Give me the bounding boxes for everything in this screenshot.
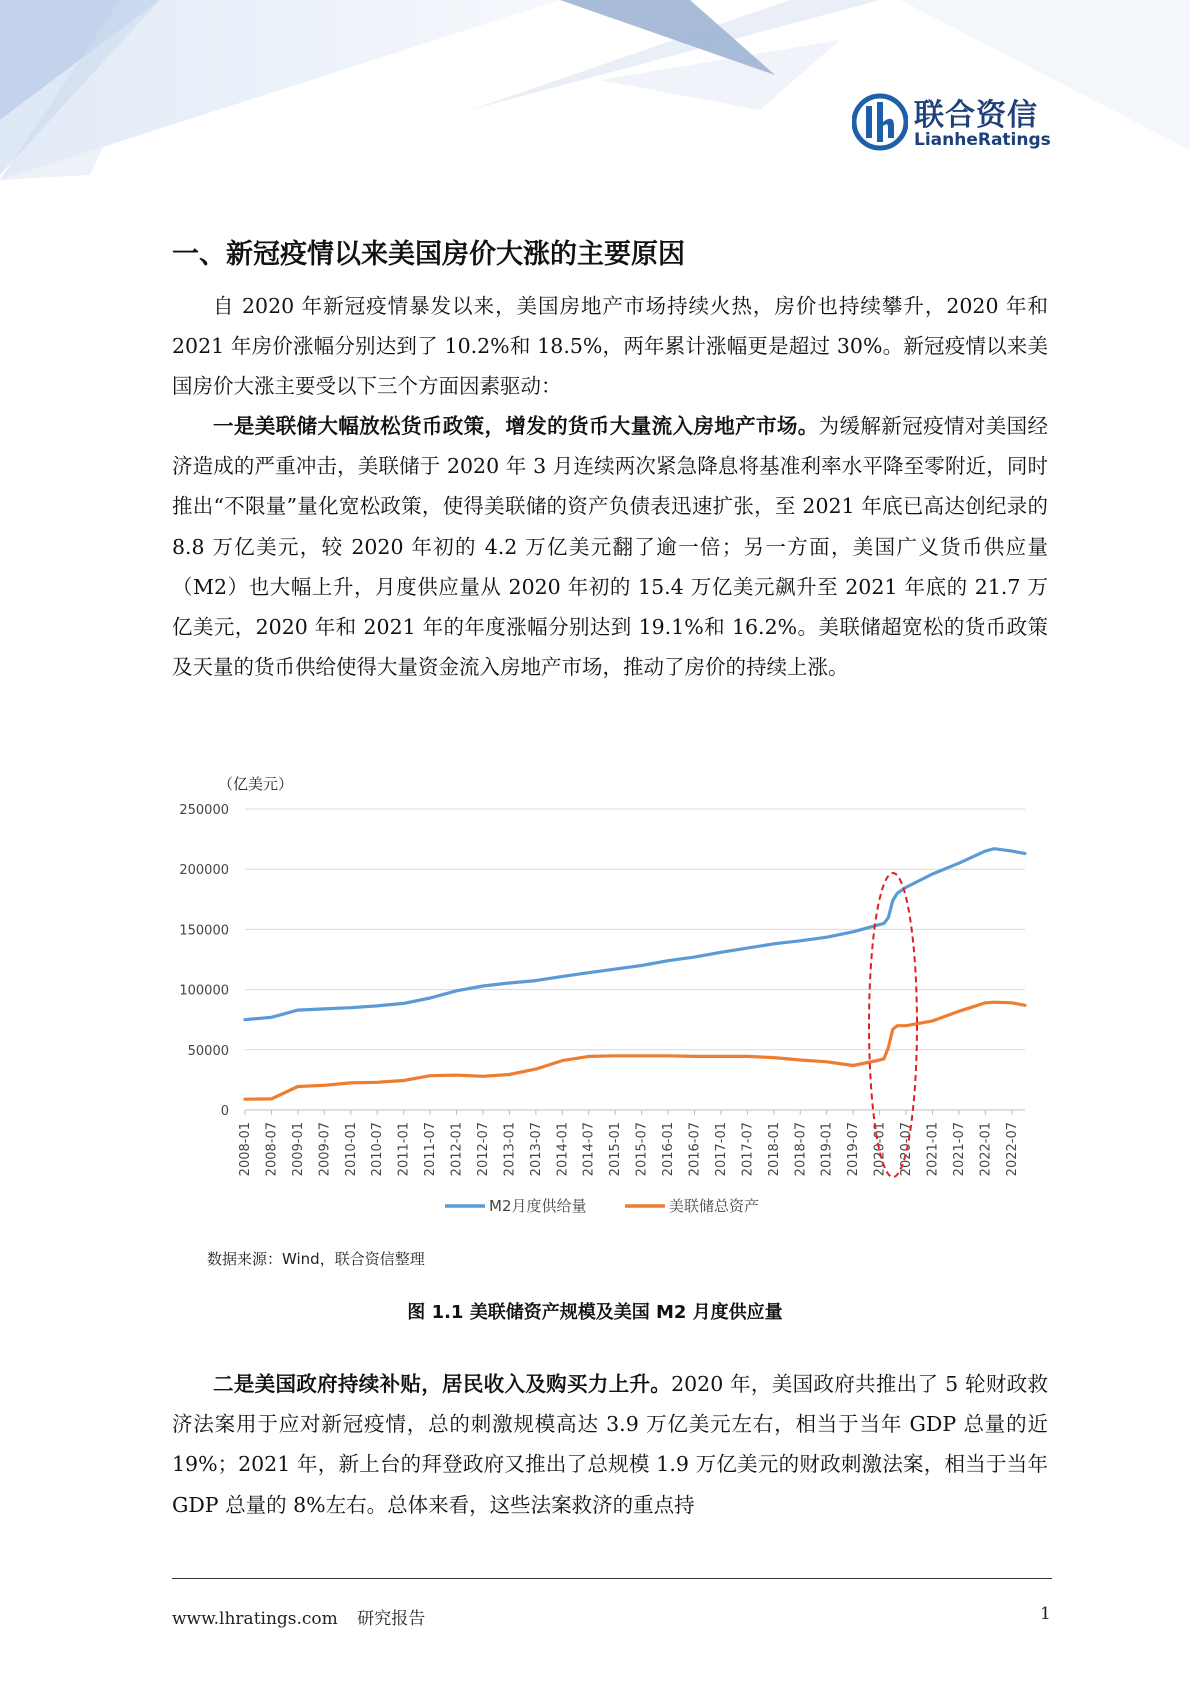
chart-unit-label: （亿美元） — [218, 775, 294, 793]
x-tick-label: 2013-07 — [528, 1122, 544, 1177]
x-tick-label: 2011-01 — [396, 1122, 412, 1177]
paragraph-lead: 二是美国政府持续补贴，居民收入及购买力上升。 — [213, 1372, 672, 1396]
x-tick-label: 2017-01 — [713, 1122, 729, 1177]
x-tick-label: 2012-01 — [449, 1122, 465, 1177]
brand-name-cn: 联合资信 — [914, 98, 1038, 133]
x-tick-label: 2022-07 — [1004, 1122, 1020, 1177]
paragraph-intro: 自 2020 年新冠疫情暴发以来，美国房地产市场持续火热，房价也持续攀升，2020 年和 2021 年房价涨幅分别达到了 10.2%和 18.5%，两年累计涨幅更是超过 30%。新冠疫情以来美国房价大涨主要受以下三个方面因素驱动： — [172, 294, 1048, 399]
footer-website-link[interactable]: www.lhratings.com — [172, 1609, 338, 1629]
y-tick-label: 100000 — [179, 983, 229, 999]
x-tick-label: 2010-01 — [343, 1122, 359, 1177]
brand-name-en: LianheRatings — [914, 130, 1051, 150]
x-tick-label: 2019-07 — [846, 1122, 862, 1177]
x-tick-label: 2018-07 — [793, 1122, 809, 1177]
x-tick-label: 2008-01 — [238, 1122, 253, 1177]
y-tick-label: 0 — [220, 1104, 229, 1119]
x-tick-label: 2012-07 — [475, 1122, 491, 1177]
m2-fed-assets-line-chart — [170, 760, 1050, 1240]
x-tick-label: 2015-07 — [634, 1122, 650, 1177]
x-tick-label: 2009-01 — [290, 1122, 306, 1177]
x-tick-label: 2008-07 — [264, 1122, 280, 1177]
x-tick-label: 2011-07 — [423, 1122, 439, 1177]
data-source-note: 数据来源：Wind，联合资信整理 — [207, 1250, 425, 1268]
y-tick-label: 250000 — [179, 803, 229, 818]
x-tick-label: 2020-01 — [872, 1122, 888, 1177]
series-line-fed-assets — [245, 1002, 1025, 1099]
x-tick-label: 2014-01 — [555, 1122, 571, 1177]
paragraph-body: 2020 年，美国政府共推出了 5 轮财政救济法案用于应对新冠疫情，总的刺激规模高达 3.9 万亿美元左右，相当于当年 GDP 总量的近 19%；2021 年，新上台的拜登政府又推出了总规模 1.9 万亿美元的财政刺激法案，相当于当年 GDP 总量的 8%左右。总体来看，这些法案救济的重点持 — [172, 1372, 1049, 1517]
x-tick-label: 2009-07 — [317, 1122, 333, 1177]
x-tick-label: 2020-07 — [899, 1122, 915, 1177]
section-title: 一、新冠疫情以来美国房价大涨的主要原因 — [172, 239, 685, 270]
page-number: 1 — [1040, 1604, 1051, 1624]
x-tick-label: 2021-07 — [951, 1122, 967, 1177]
y-tick-label: 200000 — [179, 863, 229, 879]
figure-caption: 图 1.1 美联储资产规模及美国 M2 月度供应量 — [407, 1302, 783, 1323]
x-tick-label: 2010-07 — [370, 1122, 386, 1177]
legend-label: M2月度供给量 — [489, 1197, 587, 1215]
paragraph-gov-subsidy — [172, 1364, 1048, 1525]
chart-series — [245, 849, 1025, 1099]
x-tick-label: 2022-01 — [978, 1122, 994, 1177]
x-tick-label: 2016-07 — [687, 1122, 703, 1177]
series-line-m2 — [245, 849, 1025, 1020]
x-tick-label: 2018-01 — [766, 1122, 782, 1177]
brand-logo — [852, 90, 1062, 156]
x-tick-label: 2014-07 — [581, 1122, 597, 1177]
paragraph-monetary-policy — [172, 406, 1048, 687]
legend-label: 美联储总资产 — [669, 1197, 760, 1215]
x-tick-label: 2016-01 — [661, 1122, 677, 1177]
x-tick-label: 2017-07 — [740, 1122, 756, 1177]
paragraph-lead: 一是美联储大幅放松货币政策，增发的货币大量流入房地产市场。 — [213, 414, 819, 438]
y-tick-label: 50000 — [187, 1043, 229, 1059]
lianhe-logo-icon — [852, 92, 908, 152]
x-tick-label: 2015-01 — [608, 1122, 624, 1177]
footer-divider — [172, 1578, 1052, 1579]
chart-gridlines — [245, 809, 1025, 1110]
x-tick-label: 2013-01 — [502, 1122, 518, 1177]
footer-left — [172, 1604, 425, 1629]
x-tick-label: 2021-01 — [925, 1122, 941, 1177]
footer-doc-type: 研究报告 — [357, 1609, 426, 1629]
chart-y-axis — [179, 803, 229, 1119]
x-tick-label: 2019-01 — [819, 1122, 835, 1177]
y-tick-label: 150000 — [179, 923, 229, 939]
chart-legend — [445, 1197, 759, 1215]
paragraph-body: 为缓解新冠疫情对美国经济造成的严重冲击，美联储于 2020 年 3 月连续两次紧急降息将基准利率水平降至零附近，同时推出“不限量”量化宽松政策，使得美联储的资产负债表迅速扩张，至 2021 年底已高达创纪录的 8.8 万亿美元，较 2020 年初的 4.2 万亿美元翻了逾一倍；另一方面，美国广义货币供应量（M2）也大幅上升，月度供应量从 2020 年初的 15.4 万亿美元飙升至 2021 年底的 21.7 万亿美元，2020 年和 2021 年的年度涨幅分别达到 19.1%和 16.2%。美联储超宽松的货币政策及天量的货币供给使得大量资金流入房地产市场，推动了房价的持续上涨。 — [172, 414, 1049, 680]
